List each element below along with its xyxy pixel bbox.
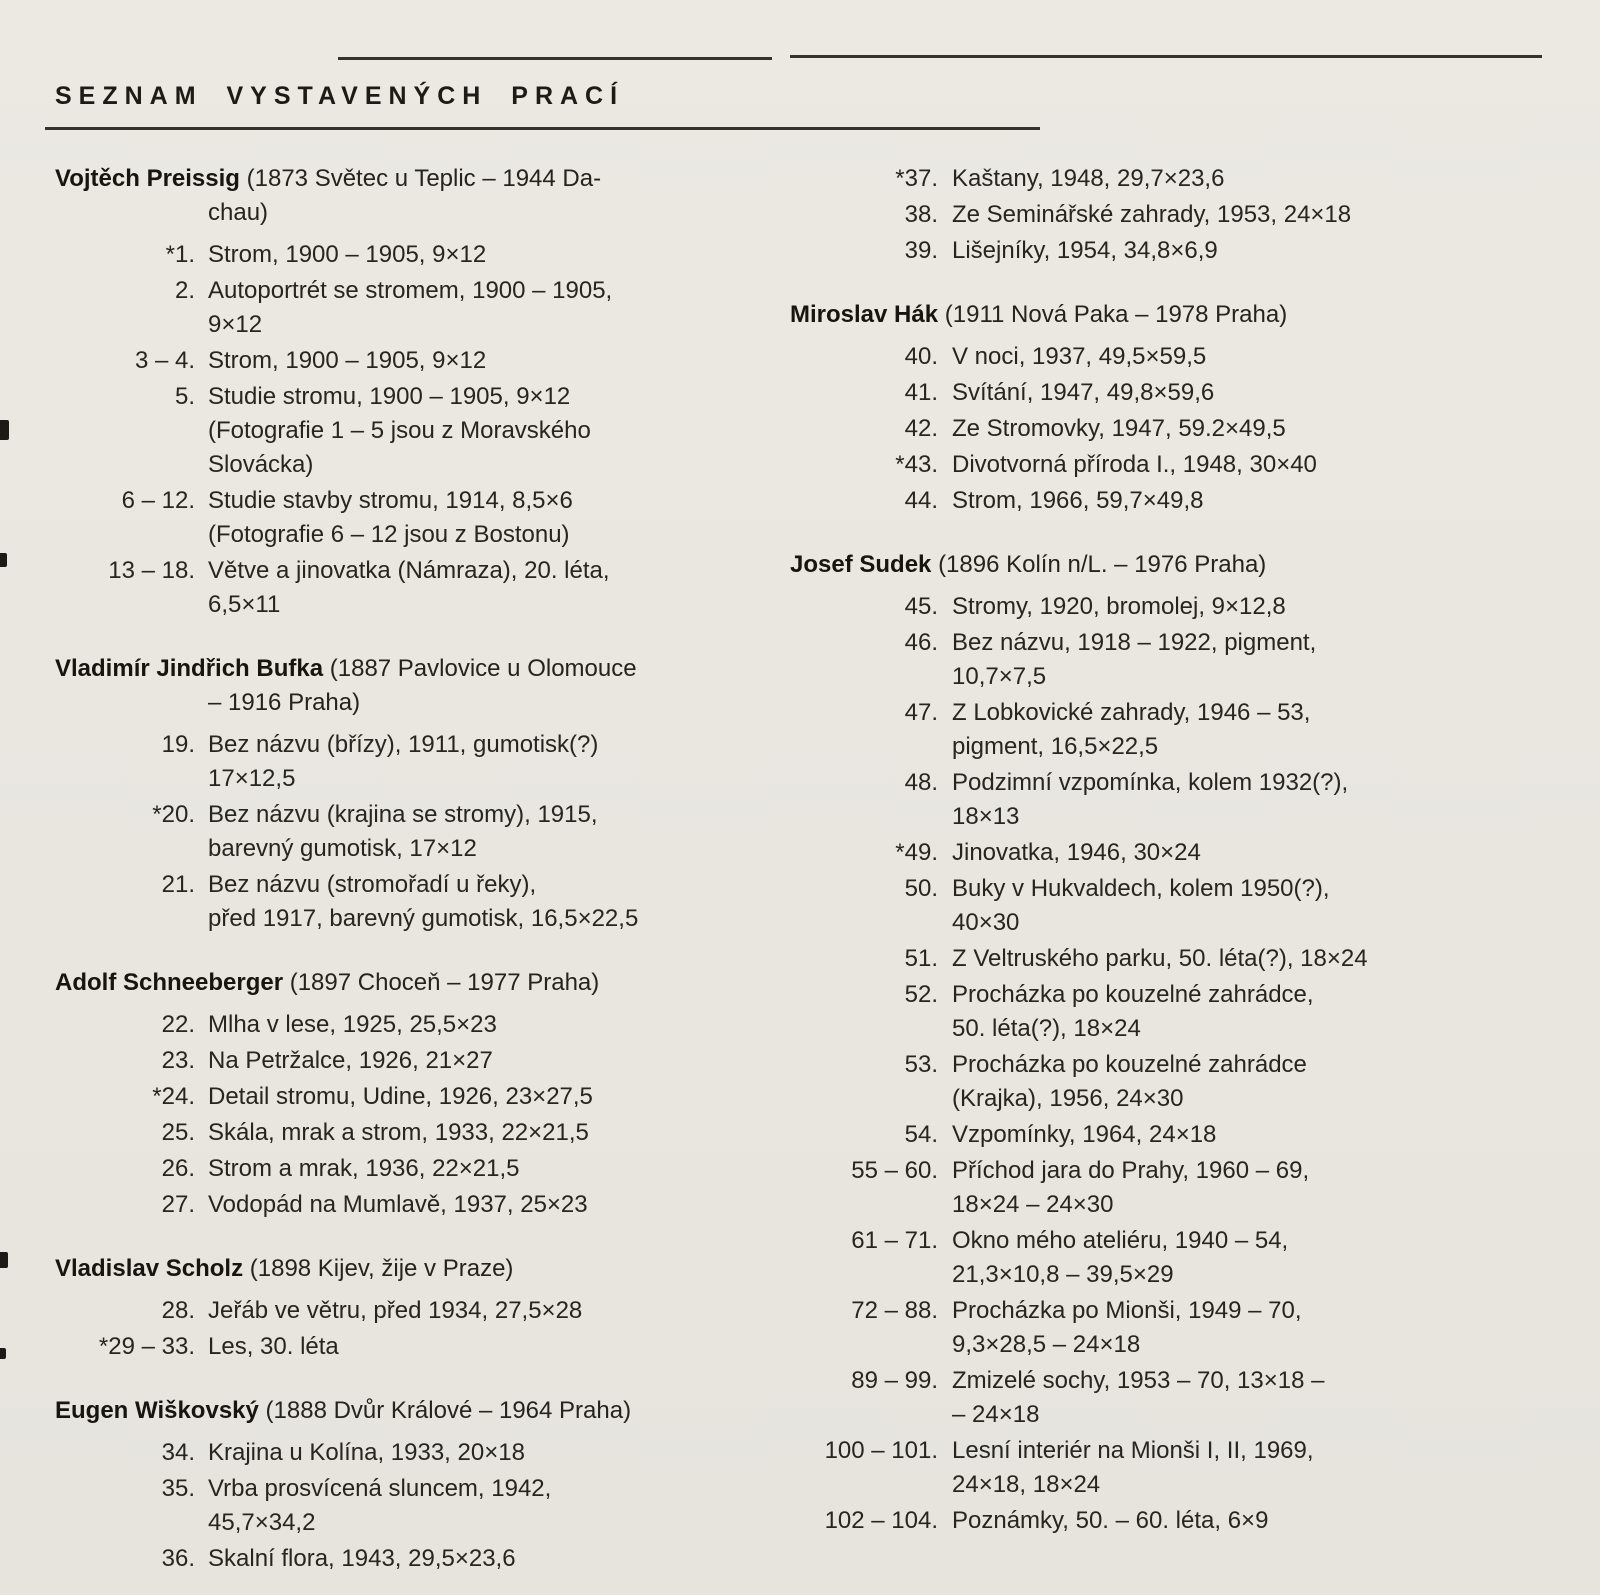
list-item xyxy=(55,1330,761,1364)
list-item xyxy=(55,1008,761,1042)
item-number: 6 – 12. xyxy=(121,487,195,514)
item-text: Skalní flora, 1943, 29,5×23,6 xyxy=(208,1545,516,1572)
list-item xyxy=(790,1504,1562,1538)
item-list xyxy=(55,1436,761,1576)
list-item xyxy=(790,162,1562,196)
item-text: Poznámky, 50. – 60. léta, 6×9 xyxy=(952,1507,1269,1534)
list-item xyxy=(790,1294,1562,1362)
list-item xyxy=(790,696,1562,764)
item-list xyxy=(55,728,761,936)
list-item xyxy=(790,484,1562,518)
item-text: Strom, 1966, 59,7×49,8 xyxy=(952,487,1204,514)
list-item xyxy=(790,1118,1562,1152)
artist-name: Vojtěch Preissig xyxy=(55,165,240,192)
item-text: Zmizelé sochy, 1953 – 70, 13×18 – – 24×18 xyxy=(952,1367,1325,1428)
item-number: 39. xyxy=(904,237,938,264)
list-item xyxy=(55,554,761,622)
list-item xyxy=(55,1080,761,1114)
artist-section xyxy=(55,162,761,622)
item-number: 44. xyxy=(904,487,938,514)
artist-dates: (1888 Dvůr Králové – 1964 Praha) xyxy=(265,1397,632,1424)
item-text: Procházka po kouzelné zahrádce (Krajka), 1956, 24×30 xyxy=(952,1051,1307,1112)
item-number: 51. xyxy=(904,945,938,972)
artist-section xyxy=(790,548,1562,1538)
item-text: Bez názvu (břízy), 1911, gumotisk(?) 17×12,5 xyxy=(208,731,599,792)
item-number: 21. xyxy=(161,871,195,898)
item-number: 5. xyxy=(174,383,195,410)
item-number: 22. xyxy=(161,1011,195,1038)
scan-artifact xyxy=(0,1252,8,1268)
item-list xyxy=(790,162,1562,268)
artist-heading xyxy=(55,1252,761,1286)
item-number: 48. xyxy=(904,769,938,796)
artist-section xyxy=(55,966,761,1222)
list-item xyxy=(790,376,1562,410)
artist-dates: (1887 Pavlovice u Olomouce – 1916 Praha) xyxy=(208,655,637,716)
item-number: *29 – 33. xyxy=(98,1333,195,1360)
list-item xyxy=(790,234,1562,268)
list-item xyxy=(790,448,1562,482)
item-number: *1. xyxy=(165,241,195,268)
item-number: 50. xyxy=(904,875,938,902)
item-number: 52. xyxy=(904,981,938,1008)
item-text: Les, 30. léta xyxy=(208,1333,339,1360)
item-number: 23. xyxy=(161,1047,195,1074)
item-number: 45. xyxy=(904,593,938,620)
list-item xyxy=(790,1224,1562,1292)
item-number: 54. xyxy=(904,1121,938,1148)
item-text: Ze Stromovky, 1947, 59.2×49,5 xyxy=(952,415,1286,442)
item-text: Procházka po kouzelné zahrádce, 50. léta(?), 18×24 xyxy=(952,981,1314,1042)
item-text: Svítání, 1947, 49,8×59,6 xyxy=(952,379,1215,406)
item-text: Stromy, 1920, bromolej, 9×12,8 xyxy=(952,593,1286,620)
list-item xyxy=(790,590,1562,624)
list-item xyxy=(790,942,1562,976)
list-item xyxy=(55,1152,761,1186)
artist-heading xyxy=(55,652,761,720)
item-text: Podzimní vzpomínka, kolem 1932(?), 18×13 xyxy=(952,769,1349,830)
list-item xyxy=(790,978,1562,1046)
list-item xyxy=(790,1434,1562,1502)
item-number: 13 – 18. xyxy=(108,557,195,584)
item-number: *20. xyxy=(152,801,195,828)
artist-heading xyxy=(790,548,1562,582)
item-text: Buky v Hukvaldech, kolem 1950(?), 40×30 xyxy=(952,875,1330,936)
list-item xyxy=(55,274,761,342)
list-item xyxy=(55,1188,761,1222)
list-item xyxy=(790,1364,1562,1432)
item-text: Vrba prosvícená sluncem, 1942, 45,7×34,2 xyxy=(208,1475,552,1536)
item-number: 72 – 88. xyxy=(851,1297,938,1324)
item-number: 42. xyxy=(904,415,938,442)
item-text: Bez názvu, 1918 – 1922, pigment, 10,7×7,5 xyxy=(952,629,1317,690)
list-item xyxy=(55,1472,761,1540)
list-item xyxy=(55,380,761,482)
item-number: 35. xyxy=(161,1475,195,1502)
title-underline xyxy=(45,127,1040,130)
list-item xyxy=(55,344,761,378)
item-number: 55 – 60. xyxy=(851,1157,938,1184)
item-number: 40. xyxy=(904,343,938,370)
artist-section xyxy=(790,162,1562,268)
item-number: 38. xyxy=(904,201,938,228)
item-text: Vodopád na Mumlavě, 1937, 25×23 xyxy=(208,1191,588,1218)
item-number: 26. xyxy=(161,1155,195,1182)
item-text: Mlha v lese, 1925, 25,5×23 xyxy=(208,1011,497,1038)
item-list xyxy=(55,238,761,622)
list-item xyxy=(55,1116,761,1150)
item-number: *24. xyxy=(152,1083,195,1110)
list-item xyxy=(55,238,761,272)
artist-name: Eugen Wiškovský xyxy=(55,1397,259,1424)
item-number: 41. xyxy=(904,379,938,406)
list-item xyxy=(790,198,1562,232)
item-number: *43. xyxy=(895,451,938,478)
artist-heading xyxy=(55,162,761,230)
item-text: Na Petržalce, 1926, 21×27 xyxy=(208,1047,493,1074)
item-text: Autoportrét se stromem, 1900 – 1905, 9×12 xyxy=(208,277,613,338)
artist-name: Miroslav Hák xyxy=(790,301,939,328)
item-text: Z Veltruského parku, 50. léta(?), 18×24 xyxy=(952,945,1368,972)
artist-heading xyxy=(790,298,1562,332)
list-item xyxy=(55,728,761,796)
list-item xyxy=(790,766,1562,834)
artist-heading xyxy=(55,1394,761,1428)
list-item xyxy=(55,484,761,552)
list-item xyxy=(790,872,1562,940)
item-text: Detail stromu, Udine, 1926, 23×27,5 xyxy=(208,1083,593,1110)
artist-section xyxy=(790,298,1562,518)
list-item xyxy=(790,1154,1562,1222)
item-text: Vzpomínky, 1964, 24×18 xyxy=(952,1121,1217,1148)
item-number: 3 – 4. xyxy=(134,347,195,374)
list-item xyxy=(55,1044,761,1078)
list-item xyxy=(55,798,761,866)
list-item xyxy=(790,340,1562,374)
item-number: *49. xyxy=(895,839,938,866)
item-list xyxy=(55,1008,761,1222)
item-number: 53. xyxy=(904,1051,938,1078)
top-rule-right-segment xyxy=(790,55,1542,58)
artist-section xyxy=(55,1252,761,1364)
item-text: Lesní interiér na Mionši I, II, 1969, 24×18, 18×24 xyxy=(952,1437,1314,1498)
item-number: 25. xyxy=(161,1119,195,1146)
list-item xyxy=(55,1436,761,1470)
item-number: 46. xyxy=(904,629,938,656)
item-text: Lišejníky, 1954, 34,8×6,9 xyxy=(952,237,1218,264)
artist-section xyxy=(55,1394,761,1576)
scan-artifact xyxy=(0,1348,6,1359)
item-text: Divotvorná příroda I., 1948, 30×40 xyxy=(952,451,1317,478)
list-item xyxy=(55,1542,761,1576)
item-list xyxy=(55,1294,761,1364)
artist-dates: (1911 Nová Paka – 1978 Praha) xyxy=(944,301,1288,328)
item-number: *37. xyxy=(895,165,938,192)
list-item xyxy=(55,868,761,936)
item-text: Jinovatka, 1946, 30×24 xyxy=(952,839,1201,866)
item-text: Z Lobkovické zahrady, 1946 – 53, pigment, 16,5×22,5 xyxy=(952,699,1311,760)
artist-dates: (1897 Choceň – 1977 Praha) xyxy=(289,969,600,996)
item-number: 89 – 99. xyxy=(851,1367,938,1394)
item-text: Studie stromu, 1900 – 1905, 9×12 (Fotografie 1 – 5 jsou z Moravského Slovácka) xyxy=(208,383,591,478)
item-text: Kaštany, 1948, 29,7×23,6 xyxy=(952,165,1225,192)
scan-artifact xyxy=(0,420,9,440)
item-text: Větve a jinovatka (Námraza), 20. léta, 6,5×11 xyxy=(208,557,610,618)
item-text: Bez názvu (krajina se stromy), 1915, barevný gumotisk, 17×12 xyxy=(208,801,598,862)
right-column xyxy=(790,162,1562,1540)
item-number: 102 – 104. xyxy=(824,1507,938,1534)
artist-name: Vladimír Jindřich Bufka xyxy=(55,655,324,682)
item-text: Strom, 1900 – 1905, 9×12 xyxy=(208,241,487,268)
item-number: 61 – 71. xyxy=(851,1227,938,1254)
item-number: 19. xyxy=(161,731,195,758)
item-number: 27. xyxy=(161,1191,195,1218)
item-text: Bez názvu (stromořadí u řeky), před 1917, barevný gumotisk, 16,5×22,5 xyxy=(208,871,639,932)
item-text: V noci, 1937, 49,5×59,5 xyxy=(952,343,1207,370)
artist-name: Adolf Schneeberger xyxy=(55,969,284,996)
item-text: Studie stavby stromu, 1914, 8,5×6 (Fotografie 6 – 12 jsou z Bostonu) xyxy=(208,487,573,548)
item-text: Strom, 1900 – 1905, 9×12 xyxy=(208,347,487,374)
item-list xyxy=(790,340,1562,518)
item-text: Ze Seminářské zahrady, 1953, 24×18 xyxy=(952,201,1352,228)
list-item xyxy=(790,836,1562,870)
artist-dates: (1896 Kolín n/L. – 1976 Praha) xyxy=(938,551,1267,578)
top-rule-left-segment xyxy=(338,57,772,60)
list-item xyxy=(790,626,1562,694)
item-list xyxy=(790,590,1562,1538)
scan-artifact xyxy=(0,553,7,567)
item-text: Krajina u Kolína, 1933, 20×18 xyxy=(208,1439,525,1466)
artist-name: Josef Sudek xyxy=(790,551,932,578)
item-text: Příchod jara do Prahy, 1960 – 69, 18×24 – 24×30 xyxy=(952,1157,1310,1218)
item-number: 100 – 101. xyxy=(824,1437,938,1464)
item-number: 36. xyxy=(161,1545,195,1572)
item-text: Procházka po Mionši, 1949 – 70, 9,3×28,5 – 24×18 xyxy=(952,1297,1302,1358)
item-text: Jeřáb ve větru, před 1934, 27,5×28 xyxy=(208,1297,583,1324)
artist-name: Vladislav Scholz xyxy=(55,1255,244,1282)
list-item xyxy=(790,412,1562,446)
artist-dates: (1873 Světec u Teplic – 1944 Da- chau) xyxy=(208,165,602,226)
artist-section xyxy=(55,652,761,936)
artist-heading xyxy=(55,966,761,1000)
item-number: 34. xyxy=(161,1439,195,1466)
page-title: SEZNAM VYSTAVENÝCH PRACÍ xyxy=(55,82,625,110)
list-item xyxy=(790,1048,1562,1116)
item-number: 47. xyxy=(904,699,938,726)
left-column xyxy=(55,162,761,1578)
item-number: 28. xyxy=(161,1297,195,1324)
list-item xyxy=(55,1294,761,1328)
item-text: Okno mého ateliéru, 1940 – 54, 21,3×10,8 – 39,5×29 xyxy=(952,1227,1289,1288)
item-number: 2. xyxy=(174,277,195,304)
artist-dates: (1898 Kijev, žije v Praze) xyxy=(249,1255,514,1282)
item-text: Skála, mrak a strom, 1933, 22×21,5 xyxy=(208,1119,589,1146)
item-text: Strom a mrak, 1936, 22×21,5 xyxy=(208,1155,520,1182)
